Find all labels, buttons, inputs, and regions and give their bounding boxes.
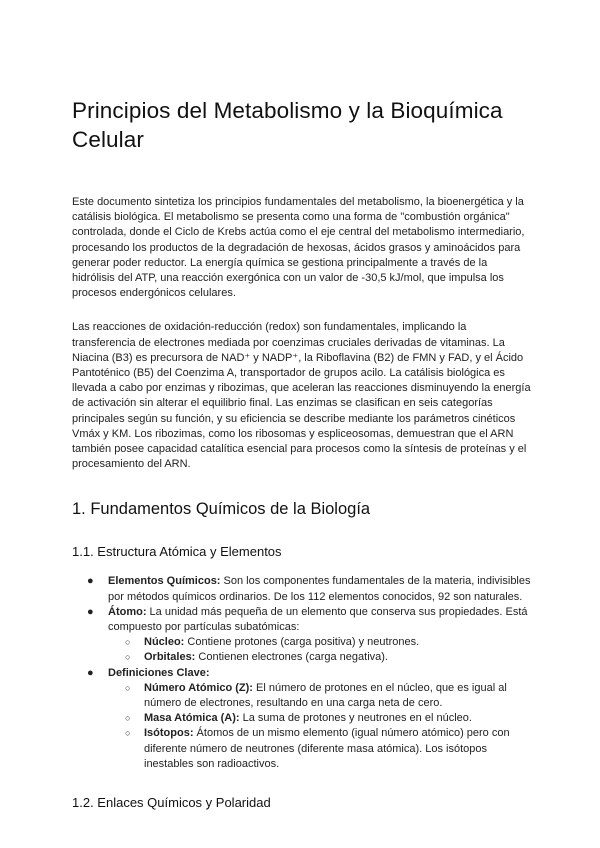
sublist-item — [125, 711, 532, 726]
bullet-icon: ● — [87, 666, 94, 679]
sublist-item-text: El número de protones en el núcleo, que es igual al número de electrones, resultando en una carga neta de cero. — [144, 681, 507, 710]
atomic-structure-list — [72, 574, 532, 772]
sublist-item-text: Contienen electrones (carga negativa). — [195, 651, 388, 664]
list-item-text: La unidad más pequeña de un elemento que conserva sus propiedades. Está compuesto por partículas subatómicas: — [108, 605, 528, 634]
sublist-item-term: Núcleo: — [144, 636, 185, 649]
hollow-bullet-icon: ○ — [125, 728, 131, 739]
sublist-item — [125, 635, 532, 650]
list-item-text: Son los componentes fundamentales de la materia, indivisibles por métodos químicos ordinarios. De los 112 elementos conocidos, 92 son naturales. — [108, 575, 531, 603]
sublist — [108, 681, 532, 772]
list-item-term: Elementos Químicos: — [108, 575, 221, 588]
list-item — [87, 574, 532, 604]
bullet-icon: ● — [87, 605, 94, 618]
hollow-bullet-icon: ○ — [125, 713, 131, 724]
sublist-item-text: Átomos de un mismo elemento (igual número atómico) pero con diferente número de neutrones (diferente masa atómica). Los isótopos inestables son radioactivos. — [144, 727, 510, 770]
sublist-item-term: Masa Atómica (A): — [144, 712, 240, 725]
hollow-bullet-icon: ○ — [125, 652, 131, 663]
subsection-1-2-heading: 1.2. Enlaces Químicos y Polaridad — [72, 795, 271, 811]
intro-paragraph-2: Las reacciones de oxidación-reducción (redox) son fundamentales, implicando la transferencia de electrones mediada por coenzimas cruciales derivadas de vitaminas. La Niacina (B3) es precursora de NAD⁺ y NADP⁺, la Riboflavina (B2) de FMN y FAD, y el Ácido Pantoténico (B5) del Coenzima A, transportador de grupos acilo. La catálisis biológica es llevada a cabo por enzimas y ribozimas, que aceleran las reacciones disminuyendo la energía de activación sin alterar el equilibrio final. Las enzimas se clasifican en seis categorías principales según su función, y su eficiencia se describe mediante los parámetros cinéticos Vmáx y KM. Los ribozimas, como los ribosomas y espliceosomas, demuestran que el ARN también posee capacidad catalítica esencial para procesos como la síntesis de proteínas y el procesamiento del ARN. — [72, 321, 531, 471]
list-item — [87, 605, 532, 666]
sublist-item — [125, 681, 532, 711]
list-item-term: Átomo: — [108, 605, 147, 618]
list-item — [87, 666, 532, 772]
list-item-term: Definiciones Clave: — [108, 666, 210, 679]
hollow-bullet-icon: ○ — [125, 682, 131, 693]
sublist-item-term: Isótopos: — [144, 727, 194, 740]
sublist-item-text: La suma de protones y neutrones en el núcleo. — [239, 712, 472, 725]
subsection-1-1-heading: 1.1. Estructura Atómica y Elementos — [72, 544, 282, 560]
sublist-item — [125, 726, 532, 772]
sublist-item-text: Contiene protones (carga positiva) y neutrones. — [184, 636, 420, 649]
document-body — [72, 96, 532, 811]
bullet-icon: ● — [87, 575, 94, 588]
intro-paragraph-1: Este documento sintetiza los principios fundamentales del metabolismo, la bioenergética y la catálisis biológica. El metabolismo se presenta como una forma de "combustión orgánica" controlada, donde el Ciclo de Krebs actúa como el eje central del metabolismo intermediario, procesando los productos de la degradación de hexosas, ácidos grasos y aminoácidos para generar poder reductor. La energía química se gestiona principalmente a través de la hidrólisis del ATP, una reacción exergónica con un valor de -30,5 kJ/mol, que impulsa los procesos endergónicos celulares. — [72, 196, 525, 300]
page-title: Principios del Metabolismo y la Bioquímica Celular — [72, 98, 503, 152]
sublist-item — [125, 650, 532, 665]
hollow-bullet-icon: ○ — [125, 637, 131, 648]
section-1-heading: 1. Fundamentos Químicos de la Biología — [72, 500, 371, 519]
sublist-item-term: Número Atómico (Z): — [144, 681, 253, 694]
sublist-item-term: Orbitales: — [144, 651, 196, 664]
sublist — [108, 635, 532, 665]
